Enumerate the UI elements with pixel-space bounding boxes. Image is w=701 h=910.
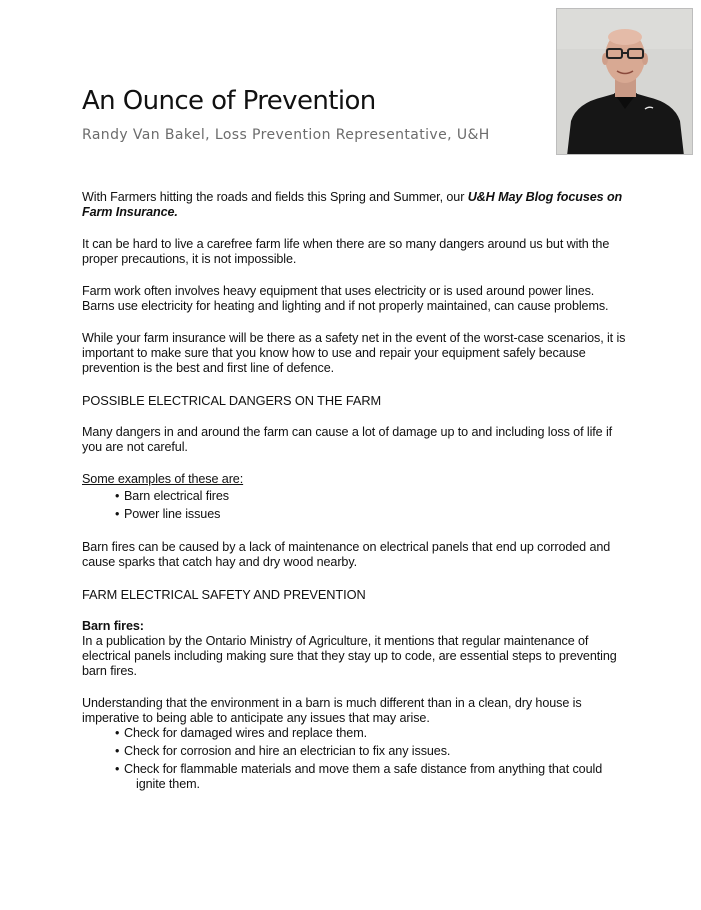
paragraph-ontario-ministry: In a publication by the Ontario Ministry of Agriculture, it mentions that regular maintenance of electrical panels including making sure that they stay up to code, are essential steps to preventing barn fires.	[82, 634, 617, 678]
section-heading-safety: FARM ELECTRICAL SAFETY AND PREVENTION	[82, 587, 366, 602]
list-item-continuation: ignite them.	[136, 777, 200, 791]
subheading-barn-fires	[82, 619, 627, 634]
section-heading-dangers: POSSIBLE ELECTRICAL DANGERS ON THE FARM	[82, 393, 382, 408]
paragraph-barn-fires-cause: Barn fires can be caused by a lack of maintenance on electrical panels that end up corroded and cause sparks that catch hay and dry wood nearby.	[82, 540, 611, 569]
list-item: • Check for corrosion and hire an electrician to fix any issues.	[115, 744, 627, 759]
intro-paragraph	[82, 190, 627, 220]
list-item: • Barn electrical fires	[115, 487, 627, 505]
author-portrait-image	[557, 9, 693, 155]
paragraph-many-dangers: Many dangers in and around the farm can cause a lot of damage up to and including loss of life if you are not careful.	[82, 425, 613, 454]
intro-lead-text: With Farmers hitting the roads and fields this Spring and Summer, our	[82, 190, 468, 204]
barn-fires-label: Barn fires:	[82, 619, 144, 633]
paragraph-carefree-life: It can be hard to live a carefree farm life when there are so many dangers around us but with the proper precautions, it is not impossible.	[82, 237, 610, 266]
article-body	[82, 190, 627, 795]
examples-label: Some examples of these are:	[82, 472, 244, 486]
examples-list	[82, 487, 627, 523]
list-item: • Check for damaged wires and replace them.	[115, 726, 627, 741]
safety-checklist	[82, 726, 627, 792]
intro-emphasis-text: U&H May Blog focuses on Farm Insurance.	[82, 190, 623, 219]
author-byline: Randy Van Bakel, Loss Prevention Representative, U&H	[82, 127, 490, 143]
list-item	[115, 762, 627, 792]
author-photo	[556, 8, 693, 155]
list-item-text: Check for flammable materials and move them a safe distance from anything that could	[124, 762, 603, 776]
paragraph-safety-net: While your farm insurance will be there as a safety net in the event of the worst-case scenarios, it is important to make sure that you know how to use and repair your equipment safely because prevention is the best and first line of defence.	[82, 331, 626, 375]
article-title: An Ounce of Prevention	[82, 86, 376, 116]
paragraph-barn-environment: Understanding that the environment in a barn is much different than in a clean, dry house is imperative to being able to anticipate any issues that may arise.	[82, 696, 582, 725]
paragraph-heavy-equipment: Farm work often involves heavy equipment that uses electricity or is used around power lines. Barns use electricity for heating and lighting and if not properly maintained, can cause problems.	[82, 284, 609, 313]
list-item: • Power line issues	[115, 505, 627, 523]
